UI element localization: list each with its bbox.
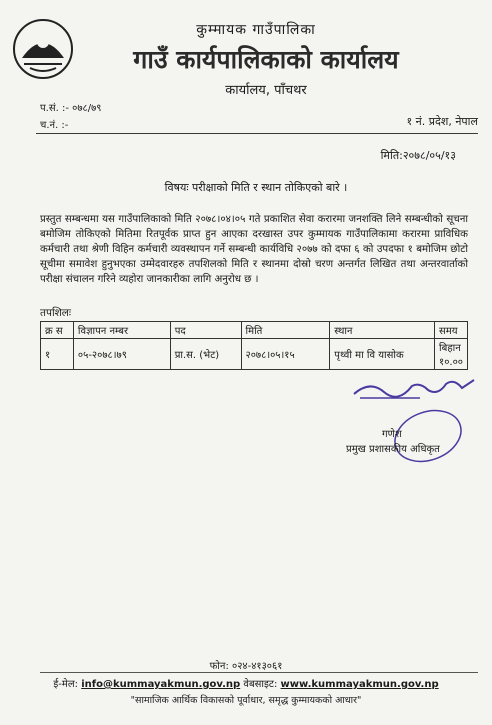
table-header-row	[41, 322, 468, 339]
office-location: कार्यालय, पाँचथर	[225, 83, 307, 98]
header-divider	[36, 133, 478, 134]
signer-designation: प्रमुख प्रशासकीय अधिकृत	[346, 444, 440, 455]
letter-subject: विषयः परीक्षाको मिति र स्थान तोकिएको बारे ।	[164, 181, 348, 194]
exam-schedule-table	[40, 321, 468, 370]
col-header-post: पद	[170, 322, 241, 339]
col-header-ad-number: विज्ञापन नम्बर	[73, 322, 170, 339]
website-link[interactable]: www.kummayakmun.gov.np	[280, 679, 439, 690]
cell-date: २०७८।०५।१५	[241, 339, 330, 370]
letter-date: मिति:२०७८/०५/१३	[380, 149, 456, 162]
cell-time: बिहान १०.००	[435, 339, 468, 370]
province-label: १ नं. प्रदेश, नेपाल	[406, 115, 478, 128]
footer-phone: फोन: ०२४-४१३०६१	[209, 661, 283, 672]
table-row	[41, 339, 468, 370]
signature-scribble	[350, 372, 480, 402]
municipality-name: कुम्मायक गाउँपालिका	[196, 22, 316, 38]
email-link[interactable]: info@kummayakmun.gov.np	[81, 679, 241, 690]
footer-motto: "सामाजिक आर्थिक विकासको पूर्वाधार, समृद्ध कुम्मायकको आधार"	[130, 695, 362, 706]
dispatch-number: च.नं. :-	[40, 120, 69, 131]
cell-sn: १	[41, 339, 74, 370]
footer-contact	[0, 676, 492, 690]
website-label: वेबसाइट:	[243, 679, 278, 690]
official-seal-icon	[392, 408, 464, 464]
col-header-date: मिति	[241, 322, 330, 339]
letter-body: प्रस्तुत सम्बन्धमा यस गाउँपालिकाको मिति २०७८।०४।०५ गते प्रकाशित सेवा करारमा जनशक्ति लिने सम्बन्धीको सूचना बमोजिम तोकिएको मितिमा रितपूर्वक प्राप्त हुन आएका दरखास्त उपर कुम्मायक गाउँपालिकामा करारमा प्राविधिक कर्मचारी तथा श्रेणी विहिन कर्मचारी व्यवस्थापन गर्ने सम्बन्धी कार्यविधि २०७७ को दफा ६ को उपदफा १ बमोजिम छोटो सूचीमा समावेश हुनुभएका उम्मेदवारहरु तपशिलको मिति र स्थानमा दोस्रो चरण अन्तर्गत लिखित तथा अन्तरवार्ताको परीक्षा संचालन गरिने व्यहोरा जानकारीका लागि अनुरोध छ ।	[40, 214, 468, 285]
email-label: ई-मेल:	[53, 679, 79, 690]
office-title: गाउँ कार्यपालिकाको कार्यालय	[133, 45, 399, 74]
col-header-sn: क्र स	[41, 322, 74, 339]
details-label: तपशिलः	[40, 307, 72, 319]
cell-post: प्रा.स. (भेट)	[170, 339, 241, 370]
reference-number: प.सं. :- ०७८/७९	[40, 103, 102, 114]
cell-ad-number: ०५-२०७८।७९	[73, 339, 170, 370]
col-header-time: समय	[435, 322, 468, 339]
footer-divider	[40, 672, 478, 673]
cell-venue: पृथ्वी मा वि यासोक	[330, 339, 435, 370]
col-header-venue: स्थान	[330, 322, 435, 339]
signer-name: गणेश	[382, 429, 402, 440]
